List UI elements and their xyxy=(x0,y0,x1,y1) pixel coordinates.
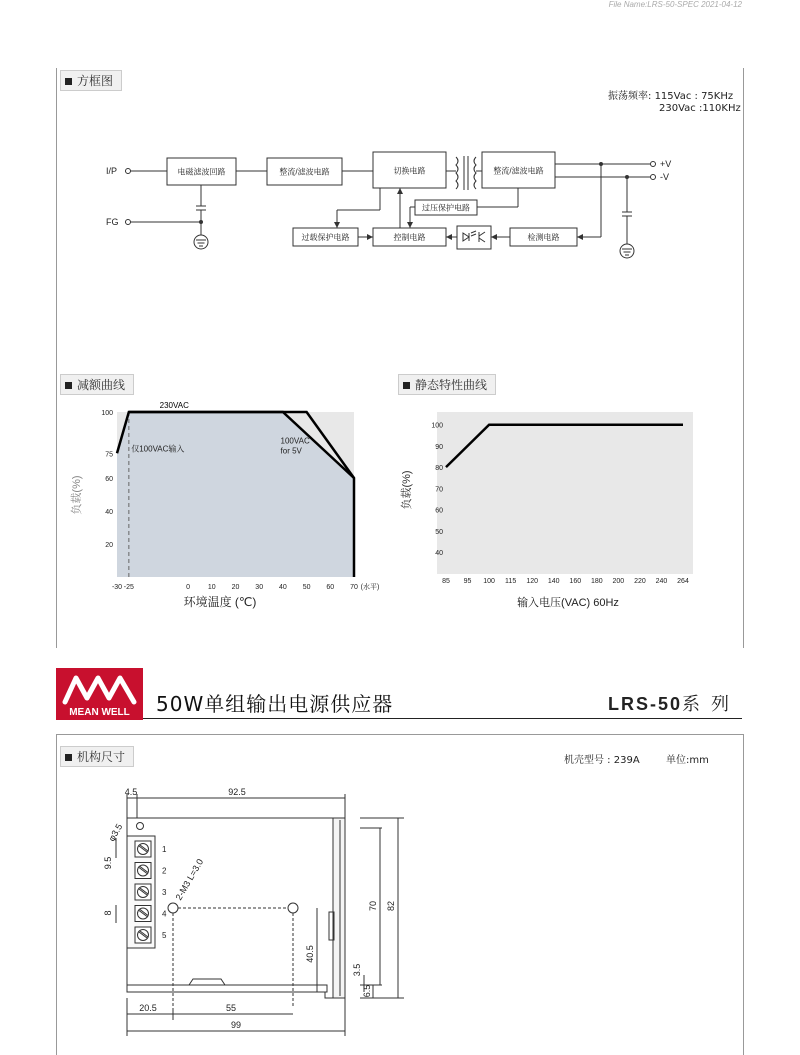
dim-phi: φ3.5 xyxy=(106,822,125,843)
static-xtick: 100 xyxy=(483,578,495,585)
dim-70: 70 xyxy=(368,900,378,912)
osc-115: 115Vac : 75KHz xyxy=(654,91,734,102)
derating-xtick: 50 xyxy=(302,584,311,591)
static-title-text: 静态特性曲线 xyxy=(415,378,488,392)
static-ytick: 60 xyxy=(435,507,443,515)
vminus-label: -V xyxy=(660,172,669,182)
label-230vac: 230VAC xyxy=(159,401,189,410)
derating-xlabel: 环境温度 (℃) xyxy=(183,595,257,609)
static-ytick: 50 xyxy=(435,528,443,536)
static-xtick: 120 xyxy=(526,578,539,585)
file-name: File Name:LRS-50-SPEC 2021-04-12 xyxy=(608,0,742,9)
static-xtick: 95 xyxy=(463,578,472,585)
derating-title-text: 减额曲线 xyxy=(77,378,126,392)
static-xlabel: 输入电压(VAC) 60Hz xyxy=(517,597,619,609)
static-xtick: 140 xyxy=(547,578,560,585)
static-xtick: 115 xyxy=(505,578,517,585)
derating-ytick: 75 xyxy=(105,451,113,459)
series-model: LRS-50 xyxy=(608,694,683,714)
dim-screw: 2-M3 L=3.0 xyxy=(173,857,206,902)
rect2-label: 整流/滤波电路 xyxy=(493,166,544,176)
rect1-label: 整流/滤波电路 xyxy=(279,167,330,177)
vplus-label: +V xyxy=(660,159,672,169)
static-xtick: 200 xyxy=(612,578,625,585)
product-title: 50W单组输出电源供应器 xyxy=(156,692,394,716)
block-diagram-title-text: 方框图 xyxy=(77,74,114,88)
static-ylabel: 负载(%) xyxy=(401,470,413,510)
dim-20-5: 20.5 xyxy=(139,1003,157,1013)
label-100vac: 100VAC xyxy=(280,436,310,446)
derating-xtick: 10 xyxy=(207,584,216,591)
static-ytick: 100 xyxy=(431,422,443,430)
dim-40-5: 40.5 xyxy=(305,945,315,963)
static-xtick: 160 xyxy=(569,578,582,585)
static-ytick: 80 xyxy=(435,465,443,473)
osc-label: 振荡频率: xyxy=(608,91,652,102)
terminal-number: 1 xyxy=(162,845,167,854)
static-xtick: 180 xyxy=(590,578,603,585)
ovp-label: 过压保护电路 xyxy=(422,203,470,213)
terminal-number: 3 xyxy=(162,888,167,897)
derating-xtick: 60 xyxy=(326,584,335,591)
dim-55: 55 xyxy=(225,1003,237,1013)
dim-4-5: 4.5 xyxy=(124,787,138,797)
case-label: 机壳型号 : 239A xyxy=(564,755,640,766)
derating-xtick: 70 xyxy=(350,584,358,591)
derating-ytick: 60 xyxy=(105,476,113,483)
emi-label: 电磁滤波回路 xyxy=(177,167,226,177)
label-100vac-only: 仅100VAC输入 xyxy=(131,444,185,454)
static-xtick: 220 xyxy=(634,578,646,585)
osc-230: 230Vac :110KHz xyxy=(659,103,741,114)
dim-3-5: 3.5 xyxy=(352,963,362,977)
static-xtick: 264 xyxy=(677,578,689,585)
static-ytick: 40 xyxy=(435,550,443,557)
dim-82: 82 xyxy=(386,900,396,912)
derating-ytick: 100 xyxy=(101,410,113,417)
dim-99: 99 xyxy=(230,1020,242,1030)
derating-ytick: 40 xyxy=(105,509,113,516)
derating-xtick: 0 xyxy=(186,584,191,591)
detect-label: 检测电路 xyxy=(527,233,560,242)
dim-8: 8 xyxy=(103,910,113,916)
derating-xtick: -25 xyxy=(123,584,134,591)
dim-9-5: 9.5 xyxy=(103,856,113,870)
ip-label: I/P xyxy=(106,166,118,176)
derating-xtick: 20 xyxy=(231,584,240,591)
dim-6-5: 6.5 xyxy=(362,984,372,998)
mechanical-title-text: 机构尺寸 xyxy=(77,750,126,764)
static-ytick: 90 xyxy=(435,443,443,451)
static-xtick: 85 xyxy=(442,578,450,585)
label-for-5v: for 5V xyxy=(280,446,302,456)
derating-xtick: 30 xyxy=(255,584,264,591)
static-ytick: 70 xyxy=(435,486,443,494)
terminal-number: 5 xyxy=(162,931,167,940)
logo-name: MEAN WELL xyxy=(69,707,130,718)
dim-92-5: 92.5 xyxy=(228,787,246,797)
static-xtick: 240 xyxy=(655,578,668,585)
control-label: 控制电路 xyxy=(393,233,426,242)
derating-xtick: 40 xyxy=(279,584,287,591)
series-suffix: 系 列 xyxy=(682,694,733,714)
olp-label: 过载保护电路 xyxy=(301,233,350,242)
derating-xtick: -30 xyxy=(111,584,123,591)
switch-label: 切换电路 xyxy=(393,166,426,176)
fg-label: FG xyxy=(106,217,119,227)
derating-xunit: (水平) xyxy=(360,584,380,591)
unit-label: 单位:mm xyxy=(666,755,709,766)
derating-ylabel: 负载(%) xyxy=(71,475,83,515)
derating-ytick: 20 xyxy=(105,542,113,549)
terminal-number: 4 xyxy=(162,909,167,919)
terminal-number: 2 xyxy=(162,866,167,876)
